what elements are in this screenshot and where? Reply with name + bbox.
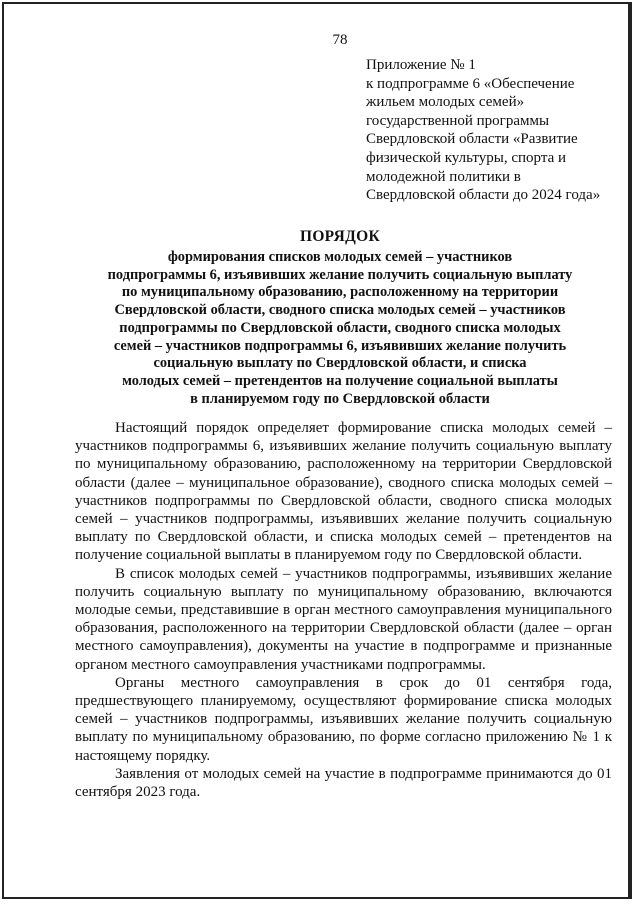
document-title: ПОРЯДОК — [299, 228, 381, 245]
subtitle-line: в планируемом году по Свердловской области — [190, 390, 490, 407]
body-paragraph: Органы местного самоуправления в срок до 01 сентября года, предшествующего планируемому, осуществляют формирование списка молодых семей – участников подпрограммы, изъявивших желание получить социальную выплату по муниципальному образованию, по форме согласно приложению № 1 к настоящему порядку. — [75, 674, 612, 764]
body-paragraph: Заявления от молодых семей на участие в подпрограмме принимаются до 01 сентября 2023 года. — [75, 765, 612, 801]
subtitle-line: по муниципальному образованию, расположенному на территории — [121, 284, 559, 301]
page-number: 78 — [332, 32, 348, 48]
appendix-line: Свердловской области «Развитие — [366, 131, 578, 148]
appendix-line: физической культуры, спорта и — [366, 149, 567, 166]
appendix-line: жильем молодых семей» — [366, 94, 525, 111]
subtitle-line: подпрограммы по Свердловской области, сводного списка молодых — [119, 319, 561, 336]
subtitle-line: семей – участников подпрограммы 6, изъявивших желание получить — [113, 337, 567, 354]
subtitle-line: молодых семей – претендентов на получение социальной выплаты — [122, 372, 558, 389]
body-paragraph: В список молодых семей – участников подпрограммы, изъявивших желание получить социальную выплату по муниципальному образованию, включаются молодые семьи, представившие в орган местного самоуправления муниципального образования, расположенного на территории Свердловской области (далее – орган местного самоуправления), документы на участие в подпрограмме и признанные органом местного самоуправления участниками подпрограммы. — [75, 565, 612, 673]
document-subtitle — [60, 249, 620, 408]
appendix-line: государственной программы — [366, 112, 550, 129]
document-body — [75, 419, 612, 801]
appendix-line: молодежной политики в — [366, 168, 521, 185]
subtitle-line: подпрограммы 6, изъявивших желание получить социальную выплату — [107, 266, 573, 283]
body-paragraph: Настоящий порядок определяет формирование списка молодых семей – участников подпрограммы 6, изъявивших желание получить социальную выплату по муниципальному образованию, расположенному на территории Свердловской области (далее – муниципальное образование), сводного списка молодых семей – участников подпрограммы по Свердловской области, сводного списка молодых семей – участников подпрограммы, изъявивших желание получить социальную выплату по Свердловской области, и списка молодых семей – претендентов на получение социальной выплаты в планируемом году по Свердловской области. — [75, 420, 612, 564]
appendix-line: к подпрограмме 6 «Обеспечение — [366, 75, 575, 92]
subtitle-line: Свердловской области, сводного списка молодых семей – участников — [114, 302, 566, 319]
appendix-line: Свердловской области до 2024 года» — [366, 187, 601, 204]
appendix-line: Приложение № 1 — [366, 57, 476, 73]
subtitle-line: формирования списков молодых семей – участников — [167, 249, 513, 265]
subtitle-line: социальную выплату по Свердловской области, и списка — [153, 355, 527, 372]
appendix-block — [366, 56, 616, 205]
